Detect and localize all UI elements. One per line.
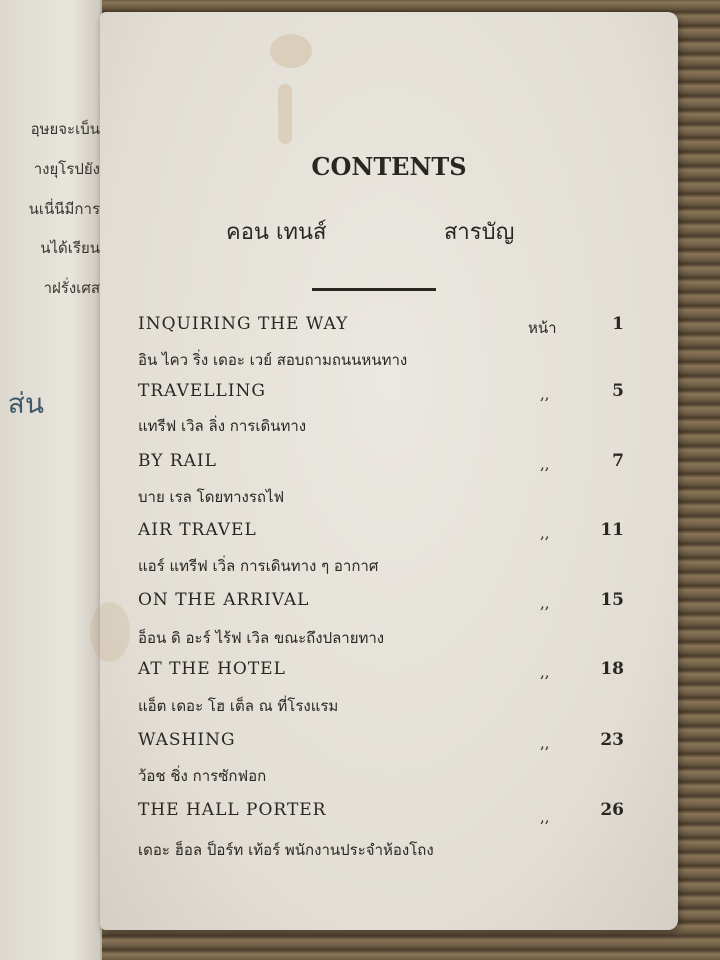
- ditto-mark: ,,: [540, 808, 550, 826]
- left-page: [0, 0, 102, 960]
- entry-page-number: 23: [600, 730, 624, 750]
- contents-page: [100, 12, 678, 930]
- entry-english-title: ON THE ARRIVAL: [138, 590, 310, 610]
- page-title: CONTENTS: [311, 152, 467, 181]
- entry-page-number: 7: [612, 451, 624, 471]
- entry-english-title: AT THE HOTEL: [138, 659, 286, 679]
- page-stain: [278, 84, 292, 144]
- subtitle-transliteration: คอน เทนส์: [226, 220, 327, 245]
- entry-page-number: 15: [600, 590, 624, 610]
- left-page-line: อฺษยจะเบ็น: [30, 120, 100, 138]
- ditto-mark: ,,: [540, 524, 550, 542]
- entry-page-number: 11: [600, 520, 624, 540]
- ditto-mark: ,,: [540, 455, 550, 473]
- left-page-line: นเนี่นีมีการ: [28, 200, 100, 218]
- entry-thai-text: อ็อน ดิ อะร์ ไร้ฟ เวิล ขณะถึงปลายทาง: [138, 629, 385, 647]
- entry-page-number: 5: [612, 381, 624, 401]
- entry-english-title: THE HALL PORTER: [138, 800, 327, 820]
- subtitle-thai: สารบัญ: [444, 220, 515, 245]
- page-stain: [90, 602, 130, 662]
- entry-english-title: AIR TRAVEL: [138, 520, 257, 540]
- left-page-heading-fragment: ส่น: [7, 387, 44, 420]
- ditto-mark: ,,: [540, 594, 550, 612]
- entry-english-title: BY RAIL: [138, 451, 217, 471]
- left-page-line: นได้เรียน: [40, 239, 100, 257]
- entry-english-title: WASHING: [138, 730, 236, 750]
- entry-page-number: 1: [612, 314, 624, 334]
- left-page-line: าฝรั่งเศส: [43, 279, 100, 297]
- ditto-mark: ,,: [540, 734, 550, 752]
- page-stain: [270, 34, 312, 68]
- left-page-line: างยุโรปยัง: [33, 160, 100, 178]
- page-column-label: หน้า: [528, 319, 557, 337]
- entry-thai-text: ว้อช ชิ่ง การซักฟอก: [138, 767, 267, 785]
- entry-english-title: TRAVELLING: [138, 381, 267, 401]
- entry-page-number: 18: [600, 659, 624, 679]
- entry-thai-text: อิน ไคว ริ่ง เดอะ เวย์ สอบถามถนนหนทาง: [138, 351, 408, 369]
- entry-thai-text: เดอะ ฮ็อล ป็อร์ท เท้อร์ พนักงานประจำห้องโถง: [138, 841, 434, 859]
- entry-page-number: 26: [600, 800, 624, 820]
- entry-thai-text: แทรีฟ เวิล ลิ่ง การเดินทาง: [138, 417, 307, 435]
- ditto-mark: ,,: [540, 385, 550, 403]
- entry-thai-text: บาย เรล โดยทางรถไฟ: [138, 488, 285, 506]
- ditto-mark: ,,: [540, 663, 550, 681]
- entry-thai-text: แอ็ต เดอะ โฮ เต็ล ณ ที่โรงแรม: [138, 697, 339, 715]
- entry-english-title: INQUIRING THE WAY: [138, 314, 349, 334]
- divider-rule: [312, 288, 436, 291]
- entry-thai-text: แอร์ แทรีฟ เวิ่ล การเดินทาง ๆ อากาศ: [138, 557, 379, 575]
